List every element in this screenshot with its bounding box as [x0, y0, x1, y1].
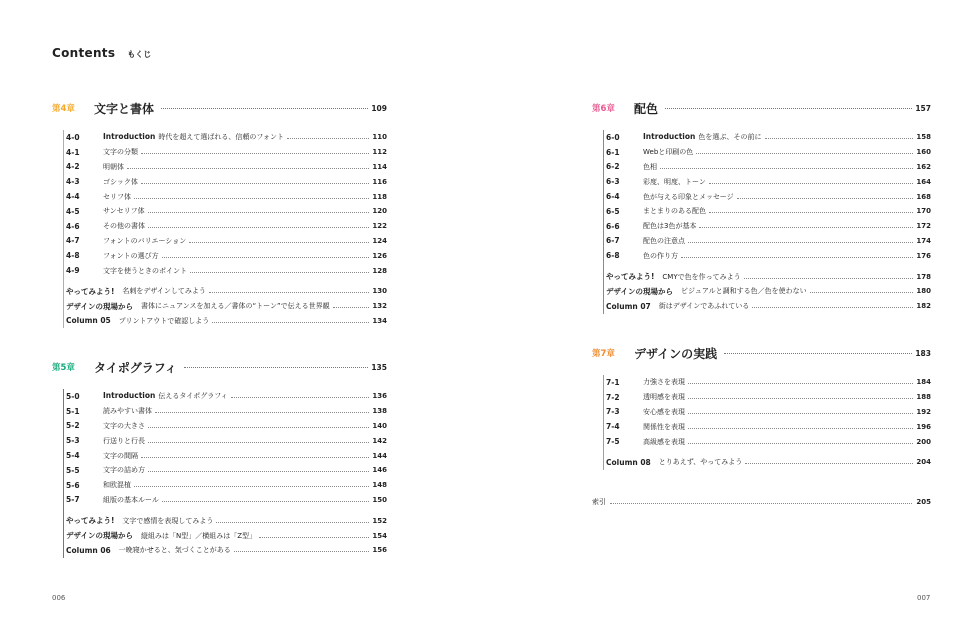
entry-text: 文字の大きさ: [103, 421, 145, 430]
entry-text: 縦組みは「N型」／横組みは「Z型」: [140, 531, 257, 540]
toc-entry[interactable]: [64, 493, 387, 508]
leader-dots: [660, 167, 913, 169]
entry-text: ゴシック体: [103, 177, 138, 186]
chapter-heading[interactable]: [52, 98, 387, 118]
extra-tag: やってみよう!: [606, 272, 655, 282]
entry-title: [643, 236, 685, 246]
toc-entry[interactable]: [64, 404, 387, 419]
entry-title: [103, 251, 159, 261]
entry-title: [103, 162, 124, 172]
entry-page: 134: [372, 316, 387, 325]
entry-number: 4-5: [66, 206, 80, 216]
leader-dots: [134, 197, 369, 199]
entry-text: 街はデザインであふれている: [658, 302, 750, 311]
entry-page: 176: [916, 251, 931, 260]
entry-title: [643, 192, 734, 202]
chapter-page: 157: [915, 103, 931, 113]
chapter-page: 135: [371, 362, 387, 372]
intro-label: Introduction: [643, 132, 696, 142]
entry-page: 124: [372, 236, 387, 245]
entry-number: 5-5: [66, 465, 80, 475]
chapter-number: 第4章: [52, 104, 75, 114]
leader-dots: [688, 412, 913, 414]
entry-title: [103, 236, 186, 246]
toc-extra-entry[interactable]: [604, 455, 931, 470]
chapter-number: 第6章: [592, 104, 615, 114]
leader-dots: [141, 456, 369, 458]
toc-entry[interactable]: [64, 248, 387, 263]
entry-text: 文字の分類: [103, 148, 138, 157]
entry-page: 120: [372, 207, 387, 216]
extra-tag: Column 07: [606, 301, 651, 311]
entry-page: 128: [372, 266, 387, 275]
entry-page: 146: [372, 466, 387, 475]
toc-extra-entry[interactable]: [64, 314, 387, 329]
entry-title: [103, 480, 131, 490]
toc-entry[interactable]: [64, 478, 387, 493]
contents-header: [52, 46, 151, 60]
entry-title: [103, 391, 228, 401]
extra-tag: デザインの現場から: [66, 531, 133, 541]
entry-text: その他の書体: [103, 222, 145, 231]
extra-tag: やってみよう!: [66, 286, 115, 296]
entry-page: 160: [916, 148, 931, 157]
entry-title: [643, 147, 693, 157]
leader-dots: [810, 291, 914, 293]
chapter-entries: [603, 130, 931, 314]
entry-text: 関係性を表現: [643, 422, 685, 431]
toc-entry[interactable]: [604, 390, 931, 405]
extra-tag: Column 08: [606, 457, 651, 467]
leader-dots: [745, 462, 913, 464]
entry-page: 188: [916, 393, 931, 402]
chapter-7-section: [592, 343, 931, 470]
toc-entry[interactable]: [64, 130, 387, 145]
extra-tag: Column 06: [66, 545, 111, 555]
entry-number: 6-7: [606, 236, 620, 246]
entry-title: [103, 465, 145, 475]
entry-title: [103, 132, 284, 142]
leader-dots: [209, 291, 369, 293]
entry-title: [643, 437, 685, 447]
entry-text: 文字の詰め方: [103, 466, 145, 475]
entry-page: 150: [372, 495, 387, 504]
entry-number: 7-2: [606, 392, 620, 402]
chapter-heading[interactable]: [52, 357, 387, 377]
entry-number: 6-0: [606, 132, 620, 142]
entry-text: フォントのバリエーション: [103, 236, 187, 245]
toc-entry[interactable]: [64, 204, 387, 219]
toc-entry[interactable]: [64, 463, 387, 478]
entry-number: 4-0: [66, 132, 80, 142]
entry-text: プリントアウトで確認しよう: [118, 316, 210, 325]
entry-number: 4-4: [66, 192, 80, 202]
entry-number: 6-8: [606, 251, 620, 261]
chapter-title: 文字と書体: [94, 101, 155, 116]
entry-title: [103, 451, 138, 461]
chapter-page: 183: [915, 348, 931, 358]
entry-page: 140: [372, 421, 387, 430]
entry-number: 5-1: [66, 406, 80, 416]
leader-dots: [148, 226, 369, 228]
entry-text: 力強さを表現: [643, 378, 685, 387]
leader-dots: [148, 470, 369, 472]
entry-page: 172: [916, 222, 931, 231]
chapter-6-section: [592, 98, 931, 314]
entry-text: セリフ体: [103, 192, 131, 201]
leader-dots: [161, 107, 368, 109]
entry-title: [643, 407, 685, 417]
toc-entry[interactable]: [604, 405, 931, 420]
leader-dots: [665, 107, 912, 109]
entry-title: [103, 421, 145, 431]
leader-dots: [699, 226, 913, 228]
toc-entry[interactable]: [64, 189, 387, 204]
leader-dots: [688, 241, 913, 243]
entry-number: 5-4: [66, 451, 80, 461]
leader-dots: [737, 197, 914, 199]
chapter-entries: [603, 375, 931, 470]
entry-text: まとまりのある配色: [643, 207, 706, 216]
entry-text: 組版の基本ルール: [103, 495, 159, 504]
entry-number: 5-2: [66, 421, 80, 431]
entry-title: [103, 406, 152, 416]
extra-tag: やってみよう!: [66, 516, 115, 526]
entry-number: 6-3: [606, 177, 620, 187]
toc-entry[interactable]: [604, 160, 931, 175]
leader-dots: [709, 182, 914, 184]
entry-text: 配色は3色が基本: [643, 222, 697, 231]
entry-number: 4-7: [66, 236, 80, 246]
entry-page: 110: [372, 133, 387, 142]
entry-text: とりあえず、やってみよう: [658, 458, 743, 467]
entry-page: 170: [916, 207, 931, 216]
entry-text: 伝えるタイポグラフィ: [158, 392, 228, 401]
index-entry[interactable]: [592, 497, 931, 507]
leader-dots: [765, 137, 914, 139]
entry-text: 透明感を表現: [643, 393, 685, 402]
entry-page: 184: [916, 378, 931, 387]
toc-entry[interactable]: [64, 145, 387, 160]
entry-text: 安心感を表現: [643, 407, 685, 416]
entry-title: [103, 221, 145, 231]
entry-number: 4-2: [66, 162, 80, 172]
leader-dots: [231, 396, 370, 398]
contents-subtitle: もくじ: [127, 50, 152, 59]
entry-title: [643, 377, 685, 387]
entry-page: 200: [916, 437, 931, 446]
entry-number: 5-7: [66, 495, 80, 505]
entry-number: 4-8: [66, 251, 80, 261]
entry-page: 196: [916, 422, 931, 431]
entry-number: 7-3: [606, 407, 620, 417]
leader-dots: [190, 271, 369, 273]
entry-page: 132: [372, 302, 387, 311]
entry-text: 色を選ぶ、その前に: [698, 133, 762, 142]
entry-number: 6-1: [606, 147, 620, 157]
toc-entry[interactable]: [604, 434, 931, 449]
leader-dots: [141, 152, 369, 154]
toc-extra-entry[interactable]: [604, 269, 931, 284]
entry-page: 114: [372, 162, 387, 171]
toc-entry[interactable]: [604, 174, 931, 189]
toc-extra-entry[interactable]: [64, 528, 387, 543]
toc-extra-entry[interactable]: [64, 284, 387, 299]
toc-entry[interactable]: [64, 389, 387, 404]
entry-number: 6-4: [606, 192, 620, 202]
entry-title: [103, 436, 145, 446]
toc-entry[interactable]: [64, 448, 387, 463]
entry-title: [103, 206, 145, 216]
toc-entry[interactable]: [604, 248, 931, 263]
leader-dots: [141, 182, 370, 184]
entry-page: 130: [372, 287, 387, 296]
entry-text: サンセリフ体: [103, 207, 145, 216]
entry-page: 158: [916, 133, 931, 142]
entry-number: 5-3: [66, 436, 80, 446]
extra-tag: Column 05: [66, 316, 111, 326]
entry-page: 138: [372, 407, 387, 416]
toc-entry[interactable]: [604, 375, 931, 390]
entry-text: 一晩寝かせると、気づくことがある: [118, 546, 231, 555]
toc-entry[interactable]: [64, 174, 387, 189]
leader-dots: [696, 152, 913, 154]
entry-page: 142: [372, 436, 387, 445]
chapter-title: タイポグラフィ: [94, 360, 177, 375]
entry-text: ビジュアルと調和する色／色を使わない: [680, 287, 807, 296]
index-label: 索引: [592, 498, 606, 506]
leader-dots: [189, 241, 369, 243]
entry-title: [103, 177, 138, 187]
entry-page: 162: [916, 162, 931, 171]
leader-dots: [744, 277, 914, 279]
entry-page: 178: [916, 272, 931, 281]
entry-number: 7-1: [606, 377, 620, 387]
leader-dots: [162, 500, 370, 502]
entry-page: 180: [916, 287, 931, 296]
leader-dots: [216, 521, 369, 523]
entry-number: 4-3: [66, 177, 80, 187]
leader-dots: [162, 256, 370, 258]
entry-title: [643, 422, 685, 432]
entry-title: [103, 192, 131, 202]
entry-page: 116: [372, 177, 387, 186]
extra-tag: デザインの現場から: [66, 301, 133, 311]
entry-text: 明朝体: [103, 162, 124, 171]
chapter-5-section: [52, 357, 387, 558]
leader-dots: [155, 411, 369, 413]
leader-dots: [333, 306, 370, 308]
toc-entry[interactable]: [64, 433, 387, 448]
entry-page: 148: [372, 481, 387, 490]
entry-page: 144: [372, 451, 387, 460]
entry-number: 6-5: [606, 206, 620, 216]
leader-dots: [724, 352, 912, 354]
entry-title: [103, 495, 159, 505]
page-number-left: 006: [52, 594, 66, 602]
entry-text: 時代を超えて選ばれる、信頼のフォント: [158, 133, 285, 142]
toc-extra-entry[interactable]: [604, 284, 931, 299]
leader-dots: [688, 397, 913, 399]
toc-entry[interactable]: [64, 160, 387, 175]
entry-text: 文字で感情を表現してみよう: [122, 516, 214, 525]
leader-dots: [148, 426, 369, 428]
leader-dots: [259, 536, 369, 538]
entry-page: 164: [916, 177, 931, 186]
page-number-right: 007: [917, 594, 931, 602]
leader-dots: [752, 306, 913, 308]
entry-title: [643, 206, 706, 216]
toc-entry[interactable]: [604, 189, 931, 204]
entry-number: 6-2: [606, 162, 620, 172]
chapter-number: 第7章: [592, 349, 615, 359]
toc-extra-entry[interactable]: [64, 513, 387, 528]
toc-entry[interactable]: [64, 234, 387, 249]
entry-text: Webと印刷の色: [643, 148, 694, 157]
leader-dots: [234, 550, 370, 552]
entry-text: 書体にニュアンスを加える／書体の“トーン”で伝える世界観: [140, 302, 330, 311]
entry-text: 色の作り方: [643, 251, 678, 260]
entry-page: 168: [916, 192, 931, 201]
leader-dots: [688, 442, 913, 444]
entry-page: 136: [372, 392, 387, 401]
entry-number: 4-1: [66, 147, 80, 157]
entry-text: 名刺をデザインしてみよう: [122, 287, 206, 296]
entry-number: 7-4: [606, 422, 620, 432]
entry-page: 192: [916, 407, 931, 416]
entry-page: 126: [372, 251, 387, 260]
entry-text: 色が与える印象とメッセージ: [643, 192, 734, 201]
toc-entry[interactable]: [604, 204, 931, 219]
index-page: 205: [916, 498, 931, 506]
intro-label: Introduction: [103, 132, 156, 142]
entry-title: [643, 392, 685, 402]
entry-page: 174: [916, 236, 931, 245]
entry-text: フォントの選び方: [103, 251, 159, 260]
leader-dots: [688, 382, 913, 384]
entry-page: 118: [372, 192, 387, 201]
toc-entry[interactable]: [64, 219, 387, 234]
entry-text: 彩度、明度、トーン: [643, 177, 706, 186]
entry-page: 154: [372, 531, 387, 540]
entry-title: [643, 251, 678, 261]
chapter-number: 第5章: [52, 363, 75, 373]
toc-entry[interactable]: [604, 234, 931, 249]
entry-page: 152: [372, 516, 387, 525]
toc-entry[interactable]: [64, 263, 387, 278]
leader-dots: [709, 211, 913, 213]
toc-entry[interactable]: [604, 419, 931, 434]
leader-dots: [681, 256, 913, 258]
leader-dots: [148, 441, 369, 443]
entry-text: 文字を使うときのポイント: [103, 266, 187, 275]
toc-entry[interactable]: [604, 145, 931, 160]
entry-number: 7-5: [606, 437, 620, 447]
entry-text: 行送りと行長: [103, 436, 145, 445]
chapter-entries: [63, 389, 387, 558]
entry-title: [643, 177, 706, 187]
chapter-title: デザインの実践: [634, 346, 718, 361]
entry-title: [103, 147, 138, 157]
entry-text: CMYで色を作ってみよう: [662, 272, 741, 281]
entry-title: [643, 221, 696, 231]
entry-page: 204: [916, 458, 931, 467]
chapter-title: 配色: [634, 101, 659, 116]
entry-text: 色相: [643, 162, 657, 171]
leader-dots: [184, 366, 369, 368]
entry-page: 112: [372, 148, 387, 157]
chapter-4-section: [52, 98, 387, 328]
leader-dots: [688, 427, 913, 429]
leader-dots: [127, 167, 369, 169]
entry-text: 文字の間隔: [103, 451, 138, 460]
entry-number: 4-6: [66, 221, 80, 231]
entry-text: 配色の注意点: [643, 236, 685, 245]
leader-dots: [287, 137, 369, 139]
entry-text: 和欧混植: [103, 481, 131, 490]
chapter-page: 109: [371, 103, 387, 113]
entry-page: 156: [372, 546, 387, 555]
entry-number: 5-6: [66, 480, 80, 490]
intro-label: Introduction: [103, 391, 156, 401]
entry-page: 182: [916, 302, 931, 311]
leader-dots: [610, 502, 912, 504]
toc-extra-entry[interactable]: [64, 543, 387, 558]
entry-title: [643, 162, 657, 172]
entry-text: 読みやすい書体: [103, 407, 152, 416]
contents-title: Contents: [52, 46, 116, 60]
entry-number: 4-9: [66, 266, 80, 276]
entry-title: [103, 266, 187, 276]
extra-tag: デザインの現場から: [606, 286, 673, 296]
entry-number: 5-0: [66, 391, 80, 401]
toc-entry[interactable]: [64, 419, 387, 434]
entry-number: 6-6: [606, 221, 620, 231]
chapter-entries: [63, 130, 387, 328]
leader-dots: [212, 321, 369, 323]
chapter-heading[interactable]: [592, 343, 931, 363]
entry-title: [643, 132, 762, 142]
entry-page: 122: [372, 222, 387, 231]
toc-entry[interactable]: [604, 219, 931, 234]
leader-dots: [134, 485, 369, 487]
entry-text: 高級感を表現: [643, 437, 685, 446]
chapter-heading[interactable]: [592, 98, 931, 118]
toc-entry[interactable]: [604, 130, 931, 145]
leader-dots: [148, 211, 370, 213]
toc-extra-entry[interactable]: [604, 299, 931, 314]
toc-extra-entry[interactable]: [64, 299, 387, 314]
